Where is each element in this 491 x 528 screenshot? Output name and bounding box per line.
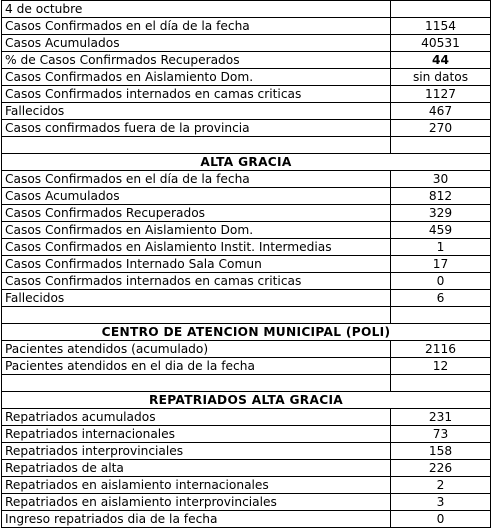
- row-value: 40531: [391, 35, 491, 52]
- row-value: 30: [391, 171, 491, 188]
- row-label: Casos Confirmados internados en camas criticas: [2, 86, 391, 103]
- section-header-alta-gracia: [2, 154, 491, 171]
- row-label: Casos Confirmados internados en camas criticas: [2, 273, 391, 290]
- row-label: Casos Confirmados en Aislamiento Dom.: [2, 222, 391, 239]
- row-label: Repatriados interprovinciales: [2, 443, 391, 460]
- row-label: Casos Confirmados en Aislamiento Dom.: [2, 69, 391, 86]
- table-row: [2, 188, 491, 205]
- section-header-poli: [2, 324, 491, 341]
- row-label: Fallecidos: [2, 290, 391, 307]
- table-row: [2, 52, 491, 69]
- table-row: [2, 290, 491, 307]
- row-label: Repatriados acumulados: [2, 409, 391, 426]
- table-row: [2, 120, 491, 137]
- row-value: 459: [391, 222, 491, 239]
- table-row: [2, 103, 491, 120]
- empty-cell: [2, 307, 391, 324]
- section-title: REPATRIADOS ALTA GRACIA: [2, 392, 491, 409]
- row-label: Casos Confirmados en Aislamiento Instit. Intermedias: [2, 239, 391, 256]
- row-label: Casos Acumulados: [2, 188, 391, 205]
- date-row: [2, 1, 491, 18]
- row-value: 2116: [391, 341, 491, 358]
- blank-row: [2, 375, 491, 392]
- table-row: [2, 256, 491, 273]
- blank-row: [2, 137, 491, 154]
- row-label: Fallecidos: [2, 103, 391, 120]
- table-row: [2, 341, 491, 358]
- row-label: Casos Confirmados Recuperados: [2, 205, 391, 222]
- row-value: 231: [391, 409, 491, 426]
- table-row: [2, 239, 491, 256]
- table-row: [2, 69, 491, 86]
- row-label: Pacientes atendidos (acumulado): [2, 341, 391, 358]
- row-value: 467: [391, 103, 491, 120]
- row-value: 1: [391, 239, 491, 256]
- row-label: % de Casos Confirmados Recuperados: [2, 52, 391, 69]
- table-row: [2, 18, 491, 35]
- table-row: [2, 477, 491, 494]
- row-label: Casos Acumulados: [2, 35, 391, 52]
- row-label: Repatriados en aislamiento interprovinciales: [2, 494, 391, 511]
- table-row: [2, 205, 491, 222]
- row-label: Casos Confirmados Internado Sala Comun: [2, 256, 391, 273]
- row-value: 0: [391, 273, 491, 290]
- row-label: Repatriados de alta: [2, 460, 391, 477]
- empty-cell: [391, 1, 491, 18]
- blank-row: [2, 307, 491, 324]
- empty-cell: [391, 307, 491, 324]
- row-label: Casos Confirmados en el día de la fecha: [2, 171, 391, 188]
- row-value: 0: [391, 511, 491, 528]
- row-value: 226: [391, 460, 491, 477]
- table-row: [2, 35, 491, 52]
- row-value: 270: [391, 120, 491, 137]
- table-row: [2, 443, 491, 460]
- covid-report-table: [1, 0, 491, 528]
- section-title: ALTA GRACIA: [2, 154, 491, 171]
- section-title: CENTRO DE ATENCION MUNICIPAL (POLI): [2, 324, 491, 341]
- table-row: [2, 358, 491, 375]
- table-row: [2, 511, 491, 528]
- table-row: [2, 171, 491, 188]
- table-row: [2, 460, 491, 477]
- table-row: [2, 86, 491, 103]
- row-value: 1154: [391, 18, 491, 35]
- row-value: 6: [391, 290, 491, 307]
- row-value: 3: [391, 494, 491, 511]
- row-value: 1127: [391, 86, 491, 103]
- table-row: [2, 409, 491, 426]
- table-row: [2, 494, 491, 511]
- row-label: Repatriados internacionales: [2, 426, 391, 443]
- row-value: 12: [391, 358, 491, 375]
- row-value: 17: [391, 256, 491, 273]
- section-header-repatriados: [2, 392, 491, 409]
- empty-cell: [391, 137, 491, 154]
- row-value: 2: [391, 477, 491, 494]
- report-date: 4 de octubre: [2, 1, 391, 18]
- empty-cell: [391, 375, 491, 392]
- row-label: Casos Confirmados en el día de la fecha: [2, 18, 391, 35]
- table-row: [2, 426, 491, 443]
- row-label: Casos confirmados fuera de la provincia: [2, 120, 391, 137]
- row-value: sin datos: [391, 69, 491, 86]
- empty-cell: [2, 375, 391, 392]
- table-row: [2, 222, 491, 239]
- row-value: 158: [391, 443, 491, 460]
- row-label: Ingreso repatriados dia de la fecha: [2, 511, 391, 528]
- empty-cell: [2, 137, 391, 154]
- row-value: 44: [391, 52, 491, 69]
- row-value: 329: [391, 205, 491, 222]
- row-value: 812: [391, 188, 491, 205]
- row-value: 73: [391, 426, 491, 443]
- table-row: [2, 273, 491, 290]
- row-label: Repatriados en aislamiento internacionales: [2, 477, 391, 494]
- row-label: Pacientes atendidos en el dia de la fecha: [2, 358, 391, 375]
